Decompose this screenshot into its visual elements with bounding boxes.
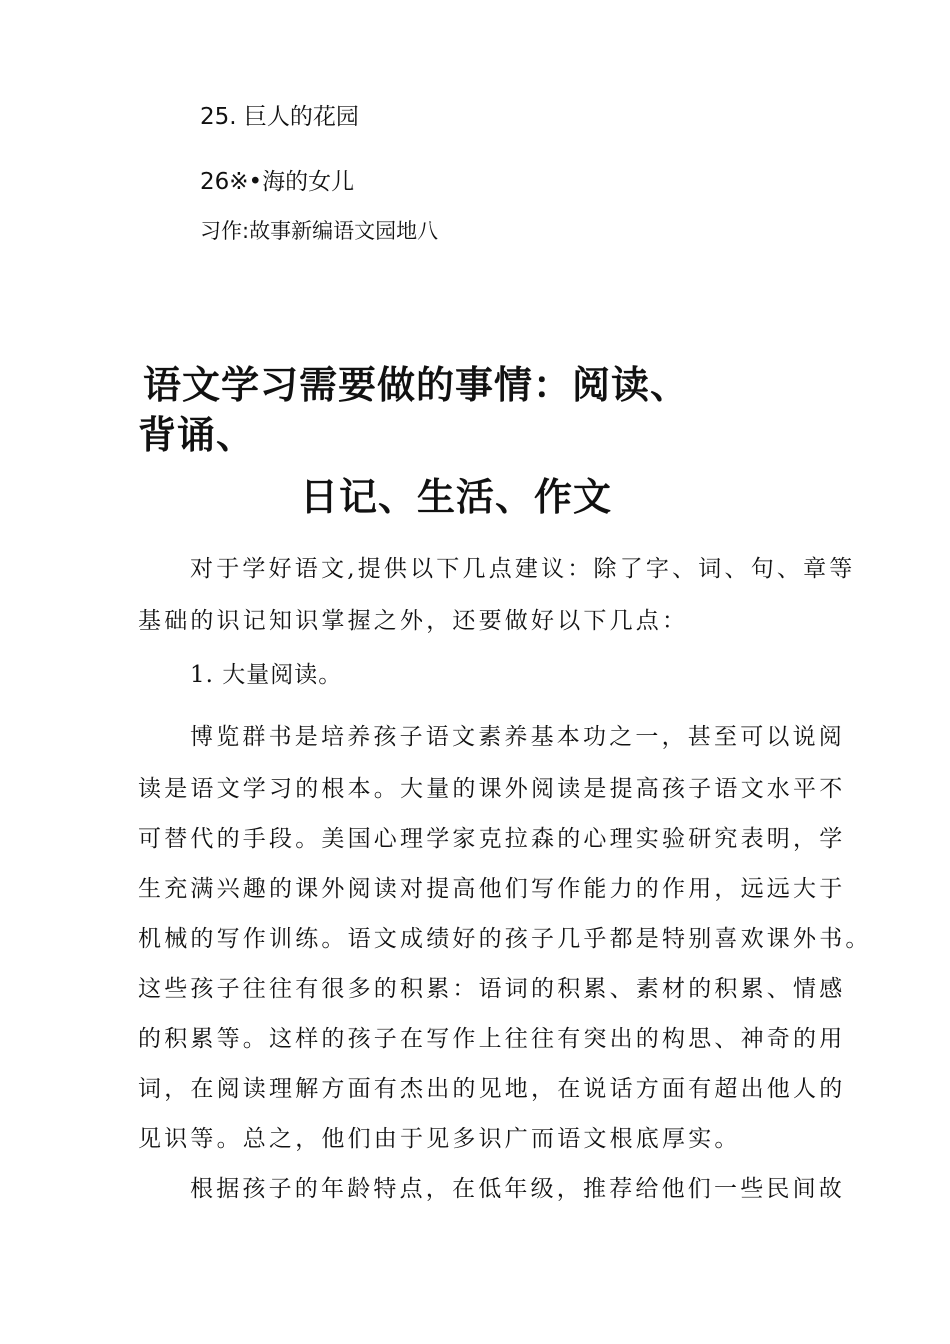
paragraph-2-line-1: 根据孩子的年龄特点，在低年级，推荐给他们一些民间故 bbox=[190, 1176, 845, 1202]
intro-line-1: 对于学好语文,提供以下几点建议：除了字、词、句、章等 bbox=[190, 556, 856, 582]
paragraph-line: 见识等。总之，他们由于见多识广而语文根底厚实。 bbox=[138, 1126, 741, 1152]
toc-item-25: 25. 巨人的花园 bbox=[200, 104, 359, 130]
paragraph-line: 读是语文学习的根本。大量的课外阅读是提高孩子语文水平不 bbox=[138, 776, 846, 802]
heading-line-1: 语文学习需要做的事情：阅读、 bbox=[143, 363, 690, 407]
paragraph-line: 可替代的手段。美国心理学家克拉森的心理实验研究表明，学 bbox=[138, 826, 846, 852]
heading-line-3: 日记、生活、作文 bbox=[300, 475, 613, 519]
paragraph-line: 博览群书是培养孩子语文素养基本功之一，甚至可以说阅 bbox=[190, 724, 845, 750]
section-1-title: 1. 大量阅读。 bbox=[190, 662, 343, 688]
heading-line-2: 背诵、 bbox=[138, 413, 256, 457]
intro-line-2: 基础的识记知识掌握之外，还要做好以下几点： bbox=[138, 608, 689, 634]
paragraph-line: 生充满兴趣的课外阅读对提高他们写作能力的作用，远远大于 bbox=[138, 876, 846, 902]
paragraph-line: 这些孩子往往有很多的积累：语词的积累、素材的积累、情感 bbox=[138, 976, 846, 1002]
paragraph-line: 机械的写作训练。语文成绩好的孩子几乎都是特别喜欢课外书。 bbox=[138, 926, 872, 952]
paragraph-line: 词，在阅读理解方面有杰出的见地，在说话方面有超出他人的 bbox=[138, 1076, 846, 1102]
toc-item-26: 26※•海的女儿 bbox=[200, 169, 355, 195]
toc-writing-item: 习作:故事新编语文园地八 bbox=[200, 219, 439, 243]
paragraph-line: 的积累等。这样的孩子在写作上往往有突出的构思、神奇的用 bbox=[138, 1026, 846, 1052]
